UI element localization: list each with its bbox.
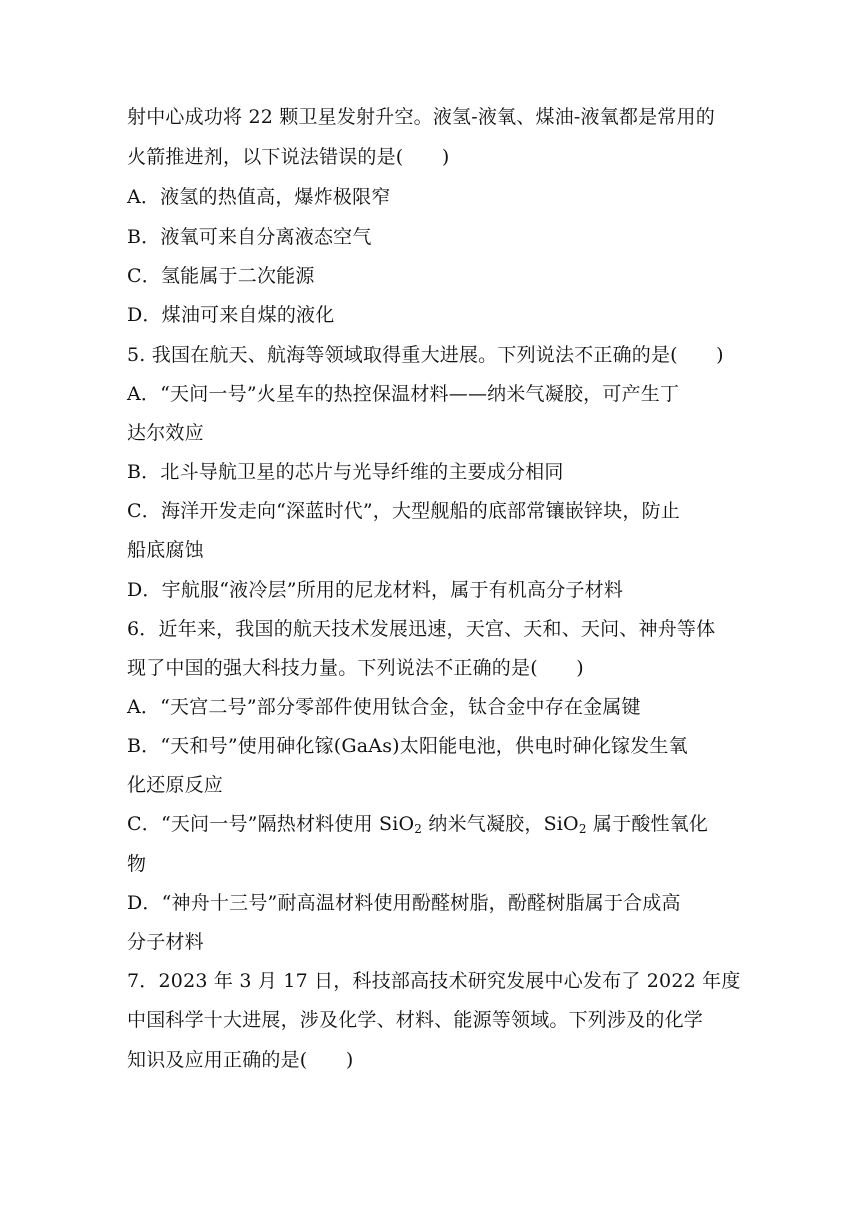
q4-stem-line-2: 火箭推进剂，以下说法错误的是( ) — [127, 146, 450, 168]
q5-option-b: B．北斗导航卫星的芯片与光导纤维的主要成分相同 — [127, 461, 564, 483]
q5-option-d: D．宇航服“液冷层”所用的尼龙材料，属于有机高分子材料 — [127, 579, 624, 601]
q6-option-d-line-2: 分子材料 — [127, 931, 204, 953]
q6-option-c-line-1 — [127, 812, 708, 836]
q4-stem-line-1: 射中心成功将 22 颗卫星发射升空。液氢-液氧、煤油-液氧都是常用的 — [127, 106, 715, 128]
q6-option-c-text-1: C．“天问一号”隔热材料使用 SiO — [127, 813, 415, 835]
q6-option-c-line-2: 物 — [127, 853, 147, 875]
q6-option-d-line-1: D．“神舟十三号”耐高温材料使用酚醛树脂，酚醛树脂属于合成高 — [127, 892, 681, 914]
q6-option-c-subscript-1: 2 — [414, 822, 423, 836]
q4-option-d: D．煤油可来自煤的液化 — [127, 304, 335, 326]
q7-stem-line-2: 中国科学十大进展，涉及化学、材料、能源等领域。下列涉及的化学 — [127, 1009, 704, 1031]
q6-stem-line-1: 6．近年来，我国的航天技术发展迅速，天宫、天和、天问、神舟等体 — [127, 618, 716, 640]
q5-option-a-line-1: A．“天问一号”火星车的热控保温材料——纳米气凝胶，可产生丁 — [127, 383, 680, 405]
q6-option-c-subscript-2: 2 — [578, 822, 587, 836]
q5-option-c-line-2: 船底腐蚀 — [127, 539, 204, 561]
q6-option-c-text-2: 纳米气凝胶，SiO — [422, 813, 579, 835]
q6-option-b-line-2: 化还原反应 — [127, 774, 224, 796]
q6-option-c-text-3: 属于酸性氧化 — [586, 813, 709, 835]
q6-stem-line-2: 现了中国的强大科技力量。下列说法不正确的是( ) — [127, 657, 584, 679]
q6-option-a: A．“天宫二号”部分零部件使用钛合金，钛合金中存在金属键 — [127, 696, 641, 718]
q4-option-b: B．液氧可来自分离液态空气 — [127, 226, 372, 248]
q4-option-a: A．液氢的热值高，爆炸极限窄 — [127, 186, 391, 208]
q6-option-b-line-1: B．“天和号”使用砷化镓(GaAs)太阳能电池，供电时砷化镓发生氧 — [127, 735, 688, 757]
q4-option-c: C．氢能属于二次能源 — [127, 265, 315, 287]
q5-option-c-line-1: C．海洋开发走向“深蓝时代”，大型舰船的底部常镶嵌锌块，防止 — [127, 500, 680, 522]
q7-stem-line-1: 7．2023 年 3 月 17 日，科技部高技术研究发展中心发布了 2022 年度 — [127, 970, 741, 992]
q5-stem: 5. 我国在航天、航海等领域取得重大进展。下列说法不正确的是( ) — [127, 344, 724, 366]
q5-option-a-line-2: 达尔效应 — [127, 422, 204, 444]
q7-stem-line-3: 知识及应用正确的是( ) — [127, 1049, 354, 1071]
